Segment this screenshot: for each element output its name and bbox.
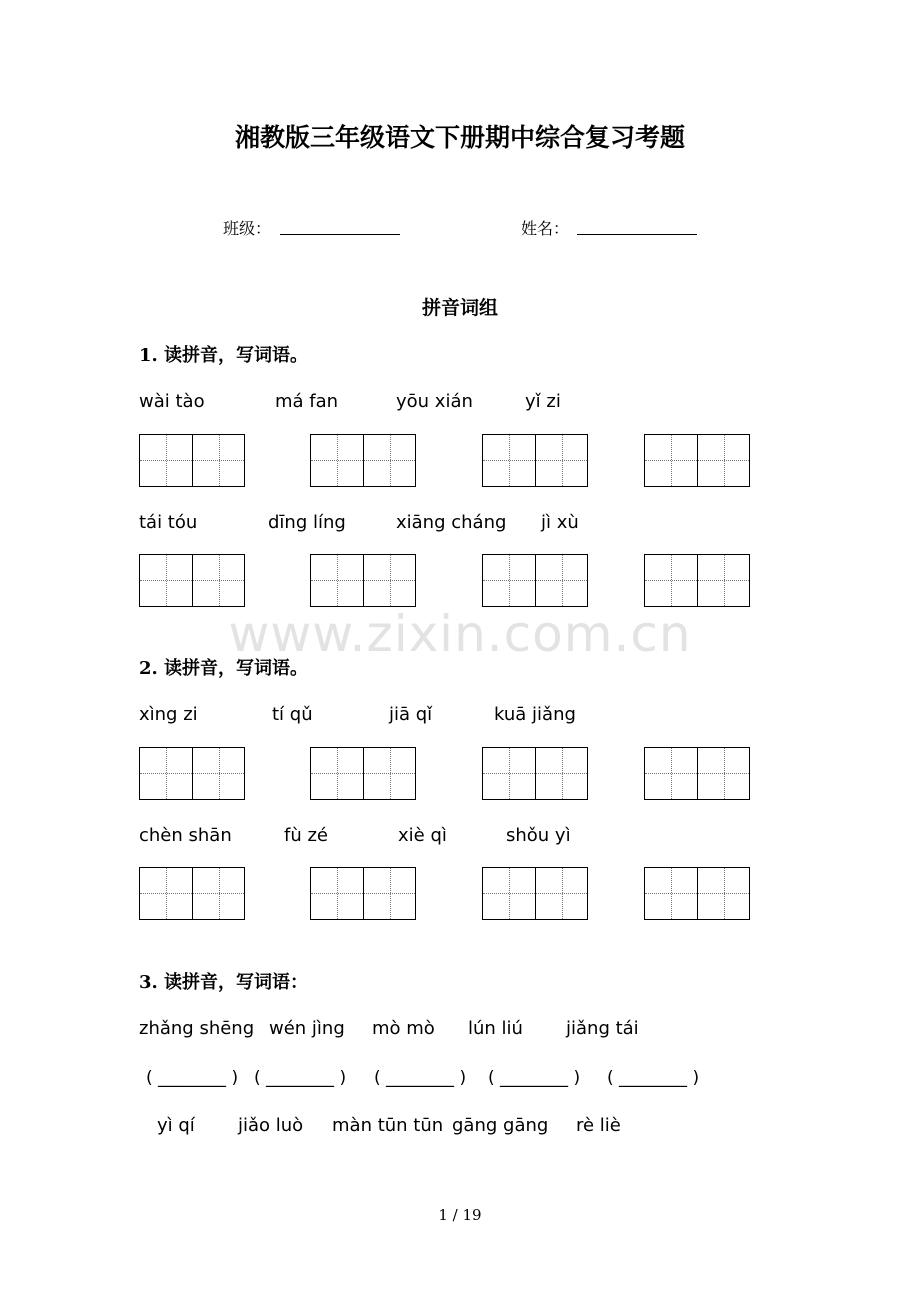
pinyin-item: tí qǔ [272, 704, 313, 725]
pinyin-item: xiāng cháng [396, 512, 507, 533]
writing-box[interactable] [644, 434, 750, 487]
pinyin-item: xìng zi [139, 704, 198, 725]
pinyin-item: màn tūn tūn [332, 1115, 444, 1136]
pinyin-item: yǐ zi [525, 391, 561, 412]
section-title: 拼音词组 [421, 297, 498, 319]
answer-blank[interactable]: ( ________ ) [607, 1068, 700, 1088]
writing-box[interactable] [482, 867, 588, 920]
writing-box[interactable] [482, 747, 588, 800]
pinyin-item: gāng gāng [452, 1115, 549, 1136]
pinyin-item: mò mò [372, 1018, 435, 1039]
writing-box[interactable] [139, 434, 245, 487]
class-underline [280, 234, 400, 235]
pinyin-item: yì qí [157, 1115, 195, 1136]
pinyin-item: chèn shān [139, 825, 232, 846]
pinyin-item: má fan [275, 391, 339, 412]
writing-box[interactable] [482, 554, 588, 607]
pinyin-item: tái tóu [139, 512, 198, 533]
pinyin-item: jiǎng tái [566, 1018, 639, 1039]
pinyin-item: dīng líng [268, 512, 346, 533]
writing-box[interactable] [482, 434, 588, 487]
writing-box[interactable] [644, 554, 750, 607]
page-title: 湘教版三年级语文下册期中综合复习考题 [234, 123, 685, 152]
class-label: 班级： [223, 219, 272, 238]
pinyin-item: yōu xián [396, 391, 473, 412]
writing-box[interactable] [310, 747, 416, 800]
writing-box[interactable] [310, 434, 416, 487]
page-number: 1 / 19 [438, 1206, 482, 1224]
name-label: 姓名： [521, 219, 570, 238]
writing-box[interactable] [644, 867, 750, 920]
writing-box[interactable] [310, 867, 416, 920]
answer-blank[interactable]: ( ________ ) [374, 1068, 467, 1088]
answer-blank[interactable]: ( ________ ) [488, 1068, 581, 1088]
name-underline [577, 234, 697, 235]
question-2-title: 2. 读拼音，写词语。 [139, 658, 309, 679]
pinyin-item: jì xù [541, 512, 579, 533]
answer-blank[interactable]: ( ________ ) [146, 1068, 239, 1088]
answer-blank[interactable]: ( ________ ) [254, 1068, 347, 1088]
writing-box[interactable] [139, 747, 245, 800]
pinyin-item: xiè qì [398, 825, 447, 846]
pinyin-item: rè liè [576, 1115, 621, 1136]
pinyin-item: lún liú [468, 1018, 523, 1039]
writing-box[interactable] [139, 867, 245, 920]
pinyin-item: shǒu yì [506, 825, 571, 846]
writing-box[interactable] [644, 747, 750, 800]
pinyin-item: zhǎng shēng [139, 1018, 255, 1039]
pinyin-item: jiǎo luò [238, 1115, 304, 1136]
question-1-title: 1. 读拼音，写词语。 [139, 345, 309, 366]
question-3-title: 3. 读拼音，写词语： [139, 972, 309, 993]
pinyin-item: wài tào [139, 391, 205, 412]
pinyin-item: wén jìng [269, 1018, 345, 1039]
pinyin-item: kuā jiǎng [494, 704, 576, 725]
watermark: www.zixin.com.cn [228, 605, 692, 663]
pinyin-item: fù zé [284, 825, 328, 846]
writing-box[interactable] [310, 554, 416, 607]
writing-box[interactable] [139, 554, 245, 607]
pinyin-item: jiā qǐ [389, 704, 433, 725]
